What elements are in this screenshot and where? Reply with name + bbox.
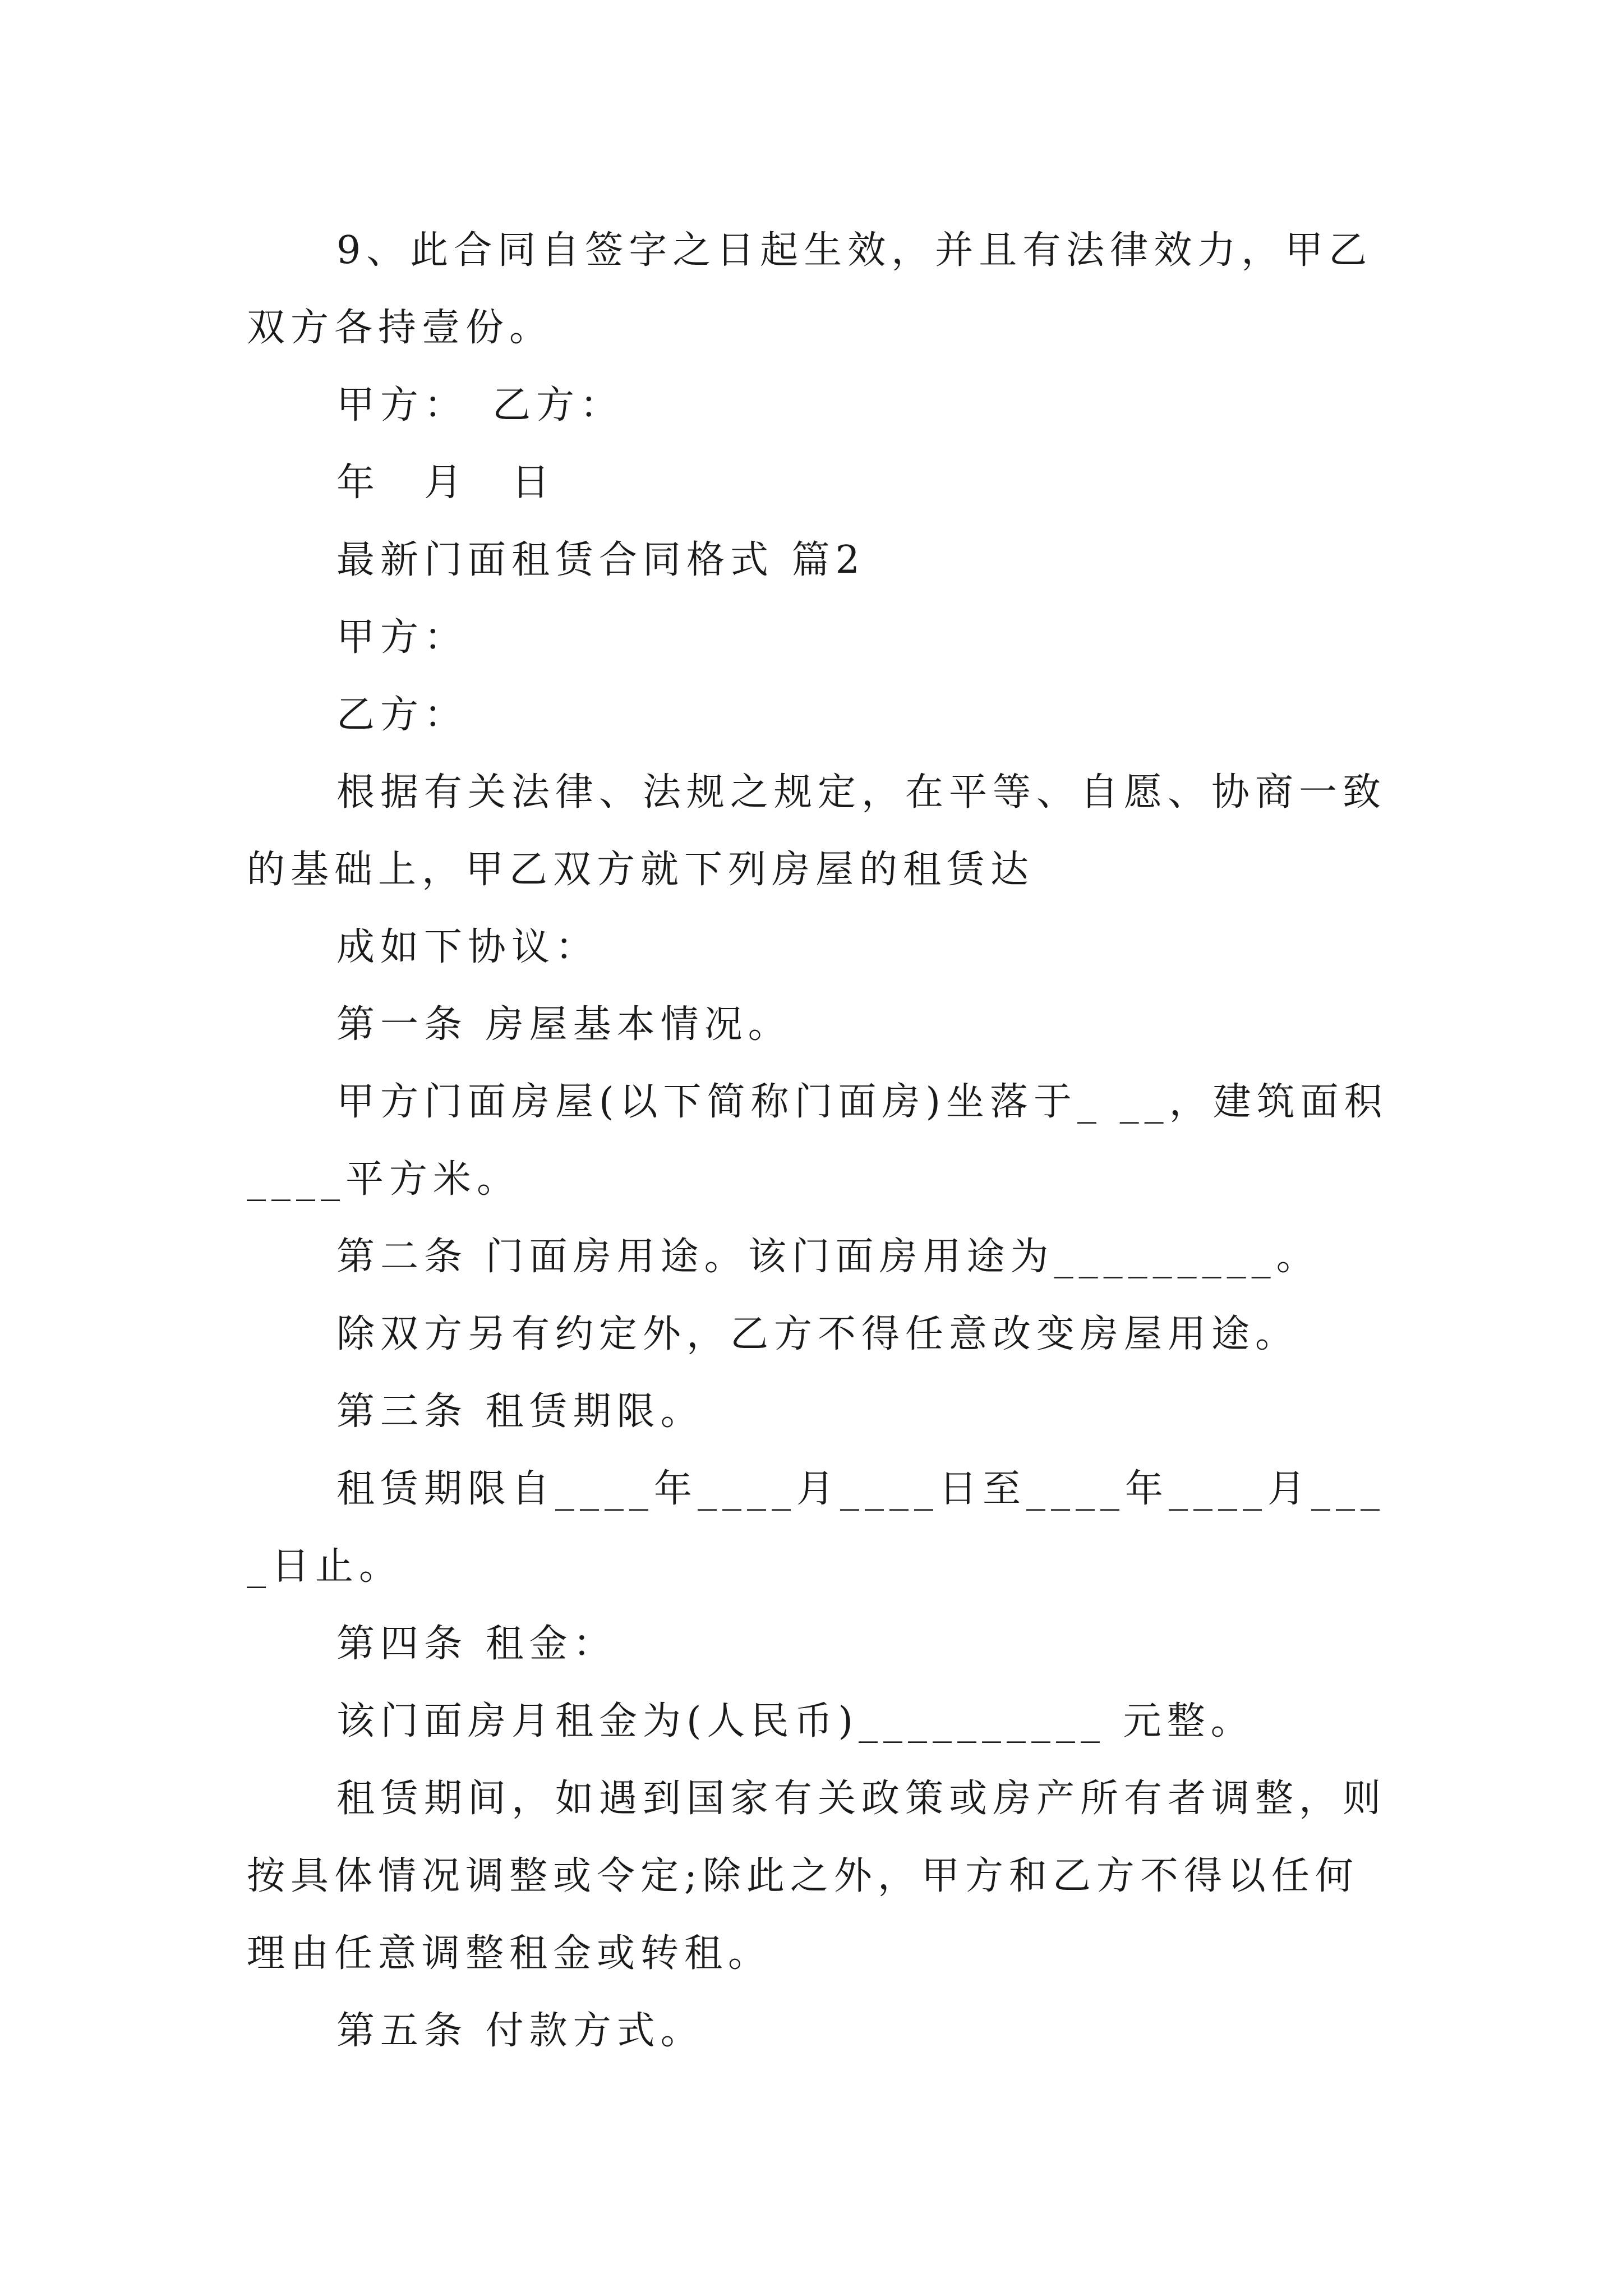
article-1-location-area: 甲方门面房屋(以下简称门面房)坐落于_ __，建筑面积____平方米。 [247,1080,1388,1202]
article-2-restriction: 除双方另有约定外，乙方不得任意改变房屋用途。 [336,1312,1299,1356]
article-4-heading: 第四条 租金： [336,1622,617,1666]
paragraph-signature-parties: 甲方： 乙方： [336,383,624,427]
article-4-adjustment: 租赁期间，如遇到国家有关政策或房产所有者调整，则按具体情况调整或令定;除此之外，甲方和乙方不得以任何理由任意调整租金或转租。 [247,1777,1387,1976]
document-body [247,212,1391,2070]
paragraph-signature-date: 年 月 日 [336,461,556,505]
paragraph-party-b: 乙方： [336,693,468,737]
paragraph-preamble: 根据有关法律、法规之规定，在平等、自愿、协商一致的基础上，甲乙双方就下列房屋的租赁达 [247,770,1387,892]
section-title-part-2: 最新门面租赁合同格式 篇2 [336,538,865,582]
paragraph-preamble-continued: 成如下协议： [336,925,600,969]
article-1-heading: 第一条 房屋基本情况。 [336,1002,792,1047]
paragraph-clause-9-effective: 9、此合同自签字之日起生效，并且有法律效力，甲乙双方各持壹份。 [247,228,1373,350]
article-4-monthly-rent: 该门面房月租金为(人民币)__________ 元整。 [336,1699,1255,1743]
article-3-heading: 第三条 租赁期限。 [336,1389,704,1434]
article-2-usage: 第二条 门面房用途。该门面房用途为_________。 [336,1235,1320,1279]
article-3-term: 租赁期限自____年____月____日至____年____月____日止。 [247,1467,1386,1589]
article-5-heading: 第五条 付款方式。 [336,2009,704,2053]
paragraph-party-a: 甲方： [336,615,468,660]
